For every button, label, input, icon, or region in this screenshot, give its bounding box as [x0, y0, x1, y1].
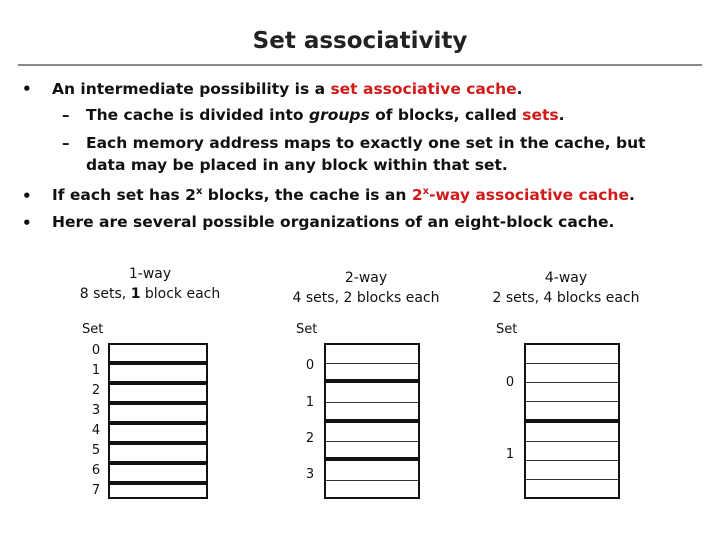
cache-set-block [108, 483, 208, 499]
bullet-2-highlight [412, 186, 629, 204]
sub-bullet-2-line-1: Each memory address maps to exactly one set in the cache, but [86, 134, 646, 152]
block-divider [326, 480, 418, 481]
set-number: 1 [91, 363, 101, 378]
set-number: 0 [91, 343, 101, 358]
title-divider [18, 64, 702, 66]
block-divider [326, 441, 418, 442]
org-2-way-set-label: Set [296, 322, 318, 337]
cache-set-block [108, 423, 208, 443]
org-4-way-desc: 2 sets, 4 blocks each [492, 290, 640, 306]
cache-set-block [524, 343, 620, 421]
bullet-marker: • [22, 214, 32, 232]
set-number: 0 [505, 375, 515, 390]
sub-bullet-1-highlight: sets [522, 106, 559, 124]
block-divider [326, 363, 418, 364]
bullet-marker: • [22, 187, 32, 205]
bullet-2-mid: blocks, the cache is an [202, 186, 412, 205]
cache-set-block [108, 363, 208, 383]
block-divider [526, 363, 618, 364]
org-4-way-title: 4-way [544, 270, 588, 286]
slide-title: Set associativity [252, 28, 468, 54]
block-divider [526, 401, 618, 402]
sub-bullet-marker: – [62, 134, 70, 152]
bullet-1-pre: An intermediate possibility is a [52, 80, 331, 98]
bullet-1-post: . [516, 80, 523, 98]
block-divider [526, 479, 618, 480]
cache-set-block [108, 463, 208, 483]
bullet-2-exponent: x [195, 186, 203, 197]
set-number: 3 [305, 467, 315, 482]
cache-set-block [324, 381, 420, 421]
set-number: 1 [305, 395, 315, 410]
cache-set-block [108, 383, 208, 403]
org-2-way-title: 2-way [344, 270, 388, 286]
cache-set-block [324, 421, 420, 459]
org-4-way-caption [476, 268, 656, 308]
bullet-2-highlight-base: 2 [411, 186, 423, 205]
cache-set-block [108, 343, 208, 363]
sub-bullet-1-pre: The cache is divided into [86, 106, 309, 124]
cache-set-block [108, 403, 208, 423]
org-4-way-set-label: Set [496, 322, 518, 337]
set-number: 1 [505, 447, 515, 462]
cache-set-block [524, 421, 620, 499]
bullet-3-text: Here are several possible organizations of an eight-block cache. [52, 213, 615, 231]
cache-set-block [324, 343, 420, 381]
org-1-way-caption [60, 264, 240, 304]
bullet-1-highlight: set associative cache [330, 80, 517, 98]
bullet-2-text [52, 186, 635, 204]
sub-bullet-1-text [86, 106, 565, 124]
org-2-way-caption [276, 268, 456, 308]
sub-bullet-marker: – [62, 106, 70, 124]
set-number: 6 [91, 463, 101, 478]
block-divider [326, 402, 418, 403]
set-number: 0 [305, 358, 315, 373]
cache-set-block [324, 459, 420, 499]
block-divider [526, 460, 618, 461]
cache-set-block [108, 443, 208, 463]
org-1-way-desc-post: block each [140, 286, 221, 302]
org-1-way-desc-pre: 8 sets, [79, 286, 131, 302]
bullet-2-highlight-rest: -way associative cache [429, 186, 629, 205]
set-number: 5 [91, 443, 101, 458]
org-1-way-desc [60, 284, 240, 304]
org-2-way-desc: 4 sets, 2 blocks each [292, 290, 440, 306]
block-divider [526, 441, 618, 442]
bullet-1-text [52, 80, 523, 98]
org-1-way-title: 1-way [128, 266, 172, 282]
set-number: 2 [91, 383, 101, 398]
set-number: 4 [91, 423, 101, 438]
set-number: 3 [91, 403, 101, 418]
sub-bullet-1-italic: groups [308, 106, 370, 124]
sub-bullet-2-line-2: data may be placed in any block within that set. [86, 156, 508, 174]
sub-bullet-1-post: . [558, 106, 565, 124]
org-1-way-desc-bold: 1 [130, 286, 141, 302]
block-divider [526, 382, 618, 383]
bullet-2-highlight-exponent: x [422, 186, 430, 197]
bullet-2-pre: If each set has 2 [52, 186, 196, 205]
set-number: 2 [305, 431, 315, 446]
bullet-marker: • [22, 80, 32, 98]
sub-bullet-1-mid: of blocks, called [369, 106, 523, 124]
set-number: 7 [91, 483, 101, 498]
org-1-way-set-label: Set [82, 322, 104, 337]
bullet-2-post: . [628, 186, 635, 205]
